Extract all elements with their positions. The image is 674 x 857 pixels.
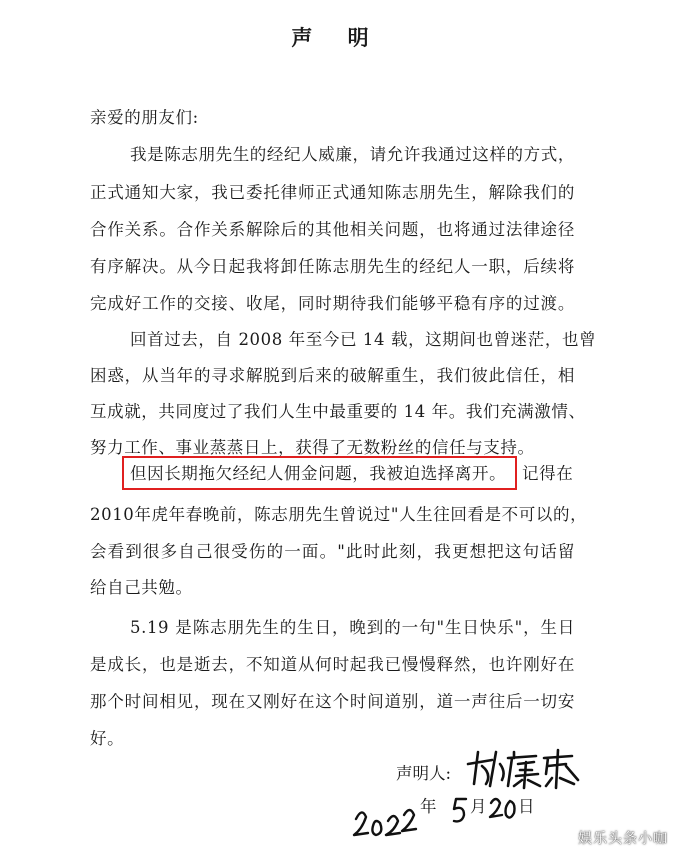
text-line: 那个时间相见，现在又刚好在这个时间道别，道一声往后一切安: [90, 692, 575, 711]
text-line: 合作关系。合作关系解除后的其他相关问题，也将通过法律途径: [90, 220, 575, 239]
day-char: 日: [518, 797, 536, 816]
month-char: 月: [470, 797, 488, 816]
watermark: 娱乐头条小咖: [578, 831, 668, 847]
signature-date: [352, 793, 542, 841]
text-line: 完成好工作的交接、收尾，同时期待我们能够平稳有序的过渡。: [90, 294, 575, 313]
handwritten-day: [488, 793, 520, 823]
document-title: 声 明: [291, 26, 383, 50]
text-line: 困惑，从当年的寻求解脱到后来的破解重生，我们彼此信任，相: [90, 366, 575, 385]
text-line: 给自己共勉。: [90, 578, 193, 597]
handwritten-year: [352, 793, 422, 841]
greeting: 亲爱的朋友们:: [90, 108, 199, 127]
signatory-label: 声明人:: [396, 764, 452, 783]
text-line: 是成长，也是逝去，不知道从何时起我已慢慢释然，也许刚好在: [90, 655, 575, 674]
text-line: 努力工作、事业蒸蒸日上，获得了无数粉丝的信任与支持。: [90, 438, 535, 457]
text-line: 5.19 是陈志朋先生的生日，晚到的一句"生日快乐"，生日: [130, 618, 575, 637]
text-line: 互成就，共同度过了我们人生中最重要的 14 年。我们充满激情、: [90, 402, 586, 421]
text-line: 我是陈志朋先生的经纪人威廉，请允许我通过这样的方式，: [130, 145, 575, 164]
text-line: 回首过去，自 2008 年至今已 14 载，这期间也曾迷茫，也曾: [130, 330, 597, 349]
handwritten-signature: [462, 744, 582, 790]
text-line: 正式通知大家，我已委托律师正式通知陈志朋先生，解除我们的: [90, 183, 575, 202]
year-char: 年: [420, 797, 438, 816]
text-line: 2010年虎年春晚前，陈志朋先生曾说过"人生往回看是不可以的，: [90, 505, 588, 524]
handwritten-month: [450, 795, 470, 825]
text-line: 有序解决。从今日起我将卸任陈志朋先生的经纪人一职，后续将: [90, 257, 575, 276]
text-line: 会看到很多自己很受伤的一面。"此时此刻，我更想把这句话留: [90, 542, 575, 561]
text-line: 好。: [90, 729, 125, 748]
text-line: 记得在: [522, 464, 574, 483]
highlighted-text: 但因长期拖欠经纪人佣金问题，我被迫选择离开。: [130, 464, 507, 483]
